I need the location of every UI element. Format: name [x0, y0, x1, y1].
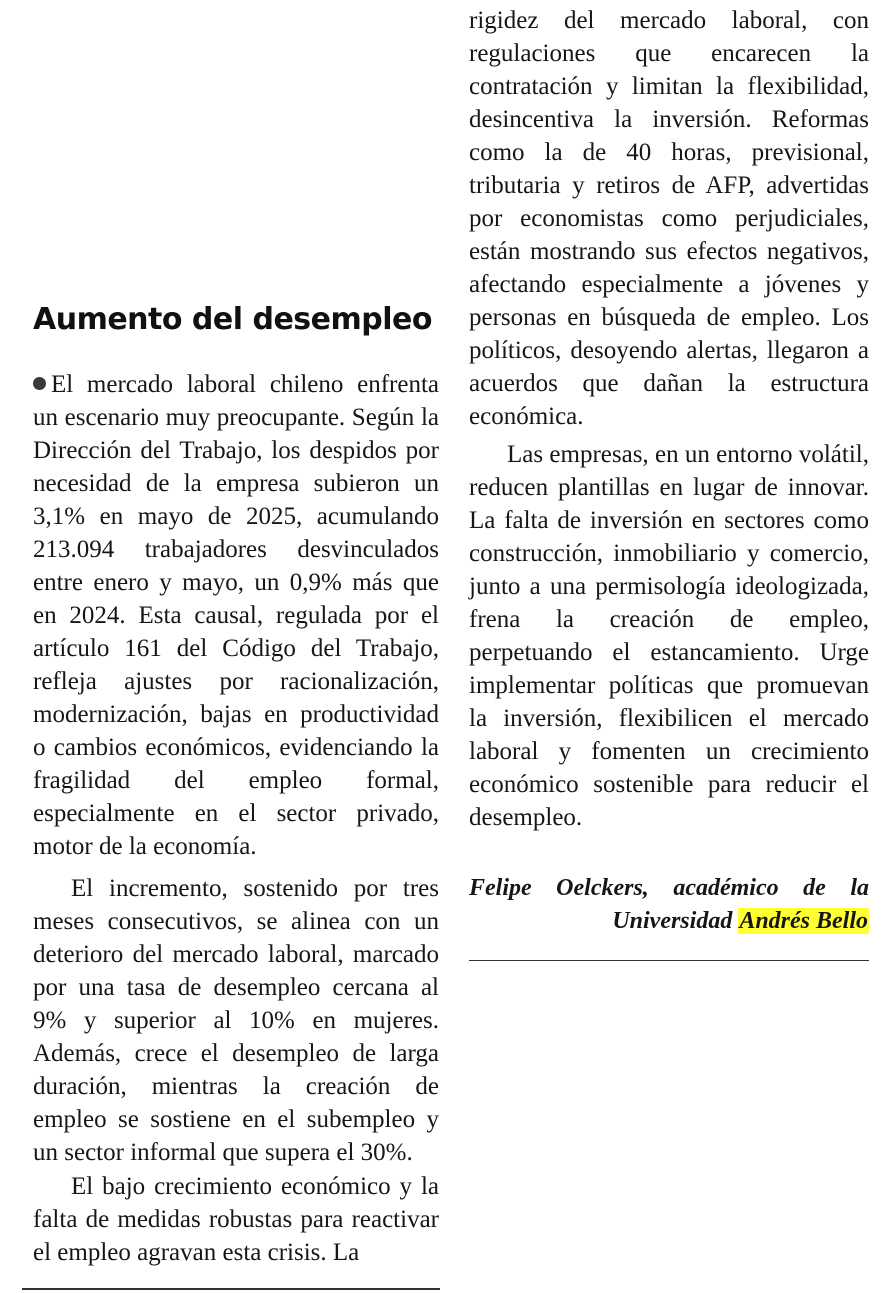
bullet-icon	[33, 377, 46, 390]
paragraph-1	[33, 368, 439, 863]
author-signature	[469, 872, 869, 938]
author-institution-highlight: Andrés Bello	[739, 908, 868, 934]
paragraph-3-continued: rigidez del mercado laboral, con regulaciones que encarecen la contratación y limitan la flexibilidad, desincentiva la inversión. Reformas como la de 40 horas, previsional, tributaria y retiros de AFP, advertidas por economistas como perjudiciales, están mostrando sus efectos negativos, afectando especialmente a jóvenes y personas en búsqueda de empleo. Los políticos, desoyendo alertas, llegaron a acuerdos que dañan la estructura económica.	[469, 7, 869, 430]
paragraph-2: El incremento, sostenido por tres meses consecutivos, se alinea con un deterioro del mercado laboral, marcado por una tasa de desempleo cercana al 9% y superior al 10% en mujeres. Además, crece el desempleo de larga duración, mientras la creación de empleo se sostiene en el subempleo y un sector informal que supera el 30%.	[33, 875, 439, 1166]
signature-divider	[469, 960, 869, 961]
paragraph-3: El bajo crecimiento económico y la falta de medidas robustas para reactivar el empleo agravan esta crisis. La	[33, 1173, 439, 1266]
paragraph-4: Las empresas, en un entorno volátil, reducen plantillas en lugar de innovar. La falta de inversión en sectores como construcción, inmobiliario y comercio, junto a una permisología ideologizada, frena la creación de empleo, perpetuando el estancamiento. Urge implementar políticas que promuevan la inversión, flexibilicen el mercado laboral y fomenten un crecimiento económico sostenible para reducir el desempleo.	[469, 441, 869, 831]
paragraph-1-text: El mercado laboral chileno enfrenta un escenario muy preocupante. Según la Dirección del Trabajo, los despidos por necesidad de la empresa subieron un 3,1% en mayo de 2025, acumulando 213.094 trabajadores desvinculados entre enero y mayo, un 0,9% más que en 2024. Esta causal, regulada por el artículo 161 del Código del Trabajo, refleja ajustes por racionalización, modernización, bajas en productividad o cambios económicos, evidenciando la fragilidad del empleo formal, especialmente en el sector privado, motor de la economía.	[33, 371, 439, 860]
article-headline: Aumento del desempleo	[33, 302, 432, 337]
author-signature-text: Felipe Oelckers, académico de la Universidad	[469, 875, 869, 934]
left-column-bottom-rule	[22, 1288, 440, 1290]
